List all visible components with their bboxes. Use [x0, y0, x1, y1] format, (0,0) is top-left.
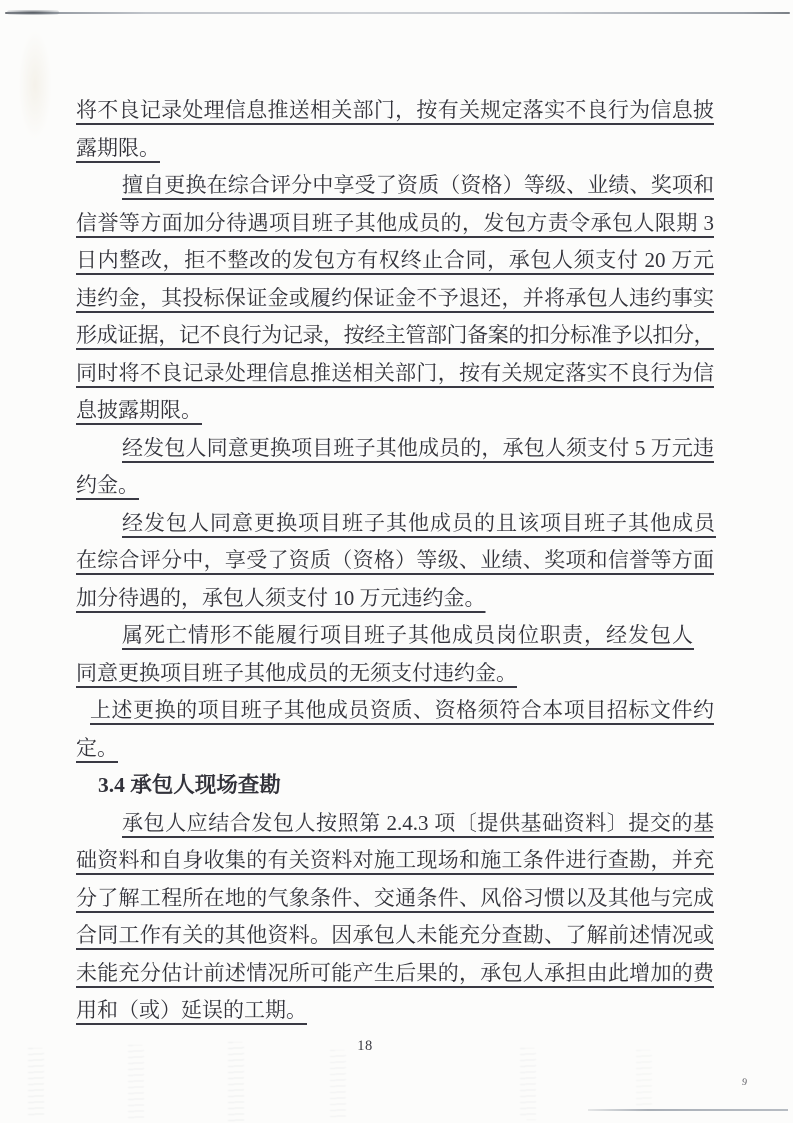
text-line: 合同工作有关的其他资料。因承包人未能充分查勘、了解前述情况或 [76, 923, 714, 947]
text-line: 础资料和自身收集的有关资料对施工现场和施工条件进行查勘，并充 [76, 848, 714, 872]
text-line: 未能充分估计前述情况所可能产生后果的，承包人承担由此增加的费 [76, 960, 714, 985]
scan-artifact-top-line [5, 12, 790, 14]
text-line: 加分待遇的，承包人须支付 10 万元违约金。 [76, 585, 486, 610]
text-line: 上述更换的项目班子其他成员资质、资格须符合本项目招标文件约 [90, 698, 714, 722]
page-number: 18 [357, 1038, 373, 1054]
scan-noise [330, 1050, 346, 1120]
scan-noise [520, 1048, 536, 1120]
text-line: 形成证据，记不良行为记录，按经主管部门备案的扣分标准予以扣分， [76, 323, 714, 347]
text-line: 分了解工程所在地的气象条件、交通条件、风俗习惯以及其他与完成 [76, 885, 714, 910]
text-line: 经发包人同意更换项目班子其他成员的且该项目班子其他成员 [122, 510, 716, 535]
text-line: 息披露期限。 [76, 398, 202, 422]
text-line: 违约金，其投标保证金或履约保证金不予退还，并将承包人违约事实 [76, 285, 714, 310]
text-line: 将不良记录处理信息推送相关部门，按有关规定落实不良行为信息披 [76, 98, 714, 122]
scan-stray-mark: 9 [741, 1076, 748, 1089]
text-line: 露期限。 [76, 135, 160, 160]
scan-artifact-top-left-blob [7, 10, 59, 15]
text-line: 同意更换项目班子其他成员的无须支付违约金。 [76, 660, 517, 685]
text-line: 在综合评分中，享受了资质（资格）等级、业绩、奖项和信誉等方面 [76, 548, 714, 572]
scan-noise [28, 1048, 44, 1118]
text-line: 日内整改，拒不整改的发包方有权终止合同，承包人须支付 20 万元 [76, 248, 714, 272]
text-line: 用和（或）延误的工期。 [76, 998, 307, 1022]
text-line: 经发包人同意更换项目班子其他成员的，承包人须支付 5 万元违 [122, 435, 714, 460]
text-line: 承包人应结合发包人按照第 2.4.3 项〔提供基础资料〕提交的基 [122, 810, 714, 835]
scan-artifact-bottom-line [588, 1109, 788, 1111]
scan-noise [128, 1045, 144, 1120]
text-line: 约金。 [76, 473, 139, 497]
text-line: 同时将不良记录处理信息推送相关部门，按有关规定落实不良行为信 [76, 360, 714, 385]
text-line: 信誉等方面加分待遇项目班子其他成员的，发包方责令承包人限期 3 [76, 210, 714, 235]
scan-noise [636, 1050, 652, 1115]
section-heading: 3.4 承包人现场查勘 [98, 773, 281, 797]
scan-artifact-smudge [18, 30, 52, 140]
text-line: 定。 [76, 735, 118, 760]
document-body [76, 92, 714, 1030]
text-line: 擅自更换在综合评分中享受了资质（资格）等级、业绩、奖项和 [122, 173, 714, 197]
scan-noise [228, 1042, 244, 1122]
text-line: 属死亡情形不能履行项目班子其他成员岗位职责，经发包人 [122, 623, 694, 647]
